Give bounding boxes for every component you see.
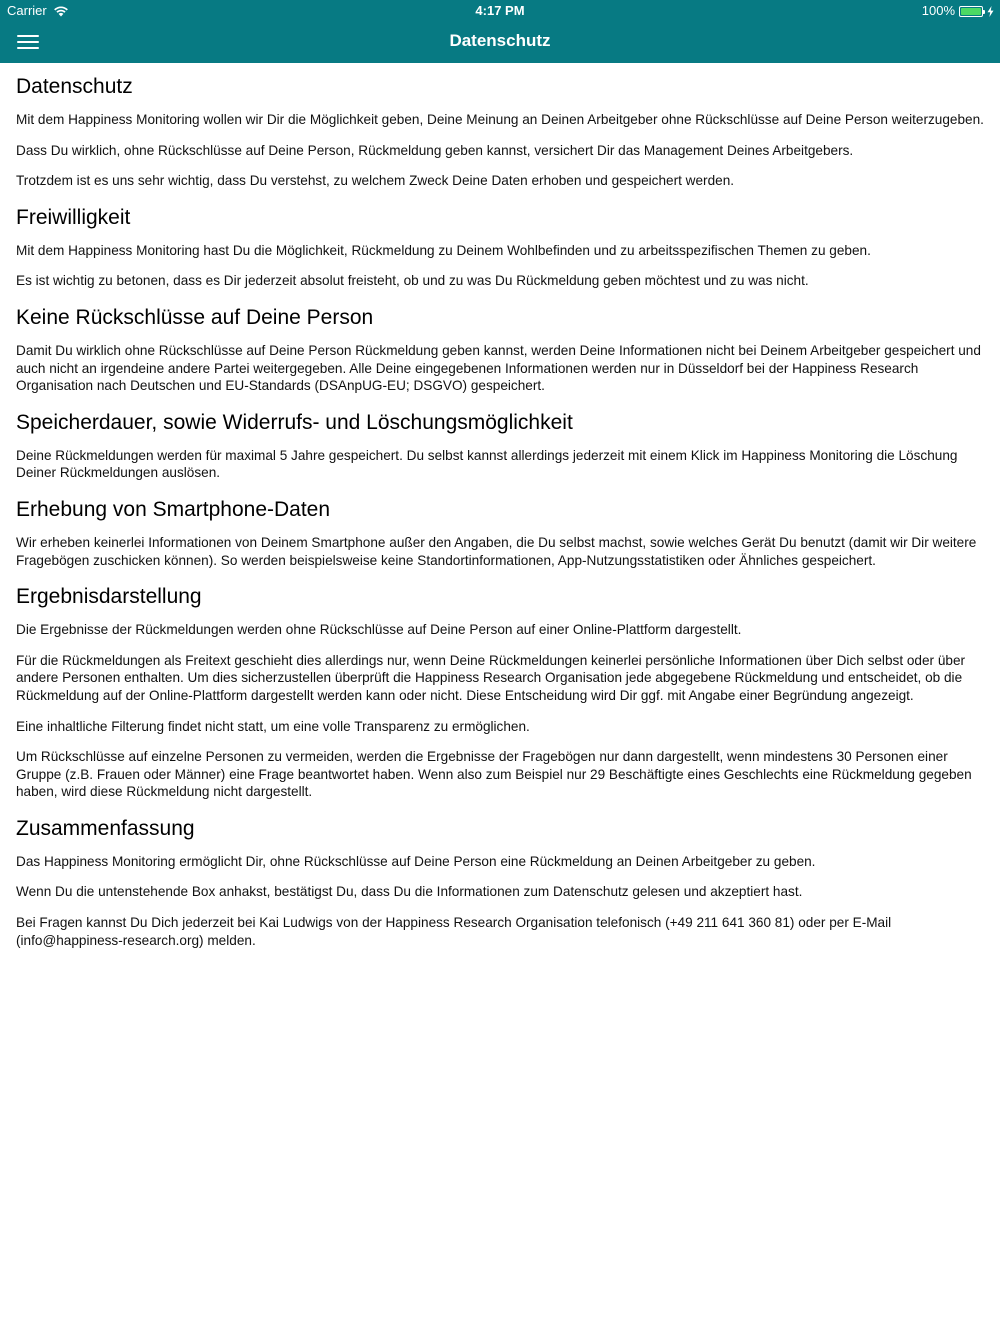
battery-percent: 100%	[921, 3, 955, 18]
section-paragraph: Die Ergebnisse der Rückmeldungen werden ohne Rückschlüsse auf Deine Person auf einer Online-Plattform dargestellt.	[16, 622, 742, 638]
status-time: 4:17 PM	[475, 3, 525, 18]
section-5	[16, 582, 984, 801]
section-4	[16, 495, 984, 569]
section-paragraph: Das Happiness Monitoring ermöglicht Dir, ohne Rückschlüsse auf Deine Person eine Rückmeldung an Deinen Arbeitgeber zu geben.	[16, 853, 816, 869]
section-3	[16, 408, 984, 482]
section-paragraph: Um Rückschlüsse auf einzelne Personen zu vermeiden, werden die Ergebnisse der Fragebögen nur dann dargestellt, wenn mindestens 30 Personen einer Gruppe (z.B. Frauen oder Männer) eine Frage beantwortet haben. Wenn also zum Beispiel nur 29 Beschäftigte eines Geschlechts eine Rückmeldung gegeben haben, wird diese Rückmeldung nicht dargestellt.	[16, 749, 972, 800]
section-heading: Zusammenfassung	[16, 816, 195, 840]
section-paragraph: Trotzdem ist es uns sehr wichtig, dass Du verstehst, zu welchem Zweck Deine Daten erhoben und gespeichert werden.	[16, 173, 735, 189]
section-paragraph: Wir erheben keinerlei Informationen von Deinem Smartphone außer den Angaben, die Du selbst machst, sowie welches Gerät Du benutzt (damit wir Dir weitere Fragebögen zuschicken können). So werden beispielsweise keine Standortinformationen, App-Nutzungsstatistiken oder Ähnliches gespeichert.	[16, 534, 977, 568]
section-heading: Freiwilligkeit	[16, 205, 131, 229]
top-bar	[0, 0, 1000, 63]
section-heading: Datenschutz	[16, 75, 133, 98]
section-paragraph: Eine inhaltliche Filterung findet nicht statt, um eine volle Transparenz zu ermöglichen.	[16, 718, 530, 734]
charging-bolt-icon	[987, 6, 994, 17]
section-heading: Keine Rückschlüsse auf Deine Person	[16, 305, 374, 329]
section-heading: Ergebnisdarstellung	[16, 585, 202, 609]
section-paragraph: Es ist wichtig zu betonen, dass es Dir jederzeit absolut freisteht, ob und zu was Du Rückmeldung geben möchtest und zu was nicht.	[16, 273, 809, 289]
section-paragraph: Damit Du wirklich ohne Rückschlüsse auf Deine Person Rückmeldung geben kannst, werden Deine Informationen nicht bei Deinem Arbeitgeber gespeichert und auch nicht an irgendeine andere Partei weitergegeben. Alle Deine eingegebenen Informationen werden nur in Düsseldorf bei der Happiness Research Organisation nach Deutschen und EU-Standards (DSAnpUG-EU; DSGVO) gespeichert.	[16, 342, 981, 394]
section-heading: Speicherdauer, sowie Widerrufs- und Löschungsmöglichkeit	[16, 410, 573, 434]
section-6	[16, 814, 984, 949]
section-paragraph: Dass Du wirklich, ohne Rückschlüsse auf Deine Person, Rückmeldung geben kannst, versichert Dir das Management Deines Arbeitgebers.	[16, 142, 854, 158]
status-bar	[0, 0, 1000, 22]
navigation-bar	[0, 22, 1000, 63]
privacy-content[interactable]	[16, 72, 984, 962]
section-paragraph: Für die Rückmeldungen als Freitext geschieht dies allerdings nur, wenn Deine Rückmeldungen keinerlei persönliche Informationen über Dich selbst oder über andere Personen enthalten. Um dies sicherzustellen überprüft die Happiness Research Organisation jede abgegebene Rückmeldung und entscheidet, ob die Rückmeldung auf der Online-Plattform dargestellt werden kann oder nicht. Diese Entscheidung wird Dir ggf. mit Angabe einer Begründung angezeigt.	[16, 652, 966, 703]
battery-fill	[961, 8, 981, 15]
section-paragraph: Deine Rückmeldungen werden für maximal 5 Jahre gespeichert. Du selbst kannst allerdings jederzeit mit einem Klick im Happiness Monitoring die Löschung Deiner Rückmeldungen auslösen.	[16, 447, 958, 481]
section-2	[16, 303, 984, 395]
section-1	[16, 203, 984, 290]
section-paragraph: Wenn Du die untenstehende Box anhakst, bestätigst Du, dass Du die Informationen zum Datenschutz gelesen und akzeptiert hast.	[16, 884, 803, 900]
section-paragraph: Mit dem Happiness Monitoring wollen wir Dir die Möglichkeit geben, Deine Meinung an Deinen Arbeitgeber ohne Rückschlüsse auf Deine Person weiterzugeben.	[16, 112, 984, 127]
carrier-label: Carrier	[7, 3, 47, 18]
section-paragraph: Mit dem Happiness Monitoring hast Du die Möglichkeit, Rückmeldung zu Deinem Wohlbefinden und zu arbeitsspezifischen Themen zu geben.	[16, 242, 871, 258]
section-paragraph: Bei Fragen kannst Du Dich jederzeit bei Kai Ludwigs von der Happiness Research Organisation telefonisch (+49 211 641 360 81) oder per E-Mail (info@happiness-research.org) melden.	[16, 915, 892, 948]
battery-icon	[959, 6, 983, 17]
status-battery-group	[922, 0, 994, 22]
section-heading: Erhebung von Smartphone-Daten	[16, 497, 331, 521]
page-title: Datenschutz	[449, 31, 551, 50]
section-0	[16, 72, 984, 190]
